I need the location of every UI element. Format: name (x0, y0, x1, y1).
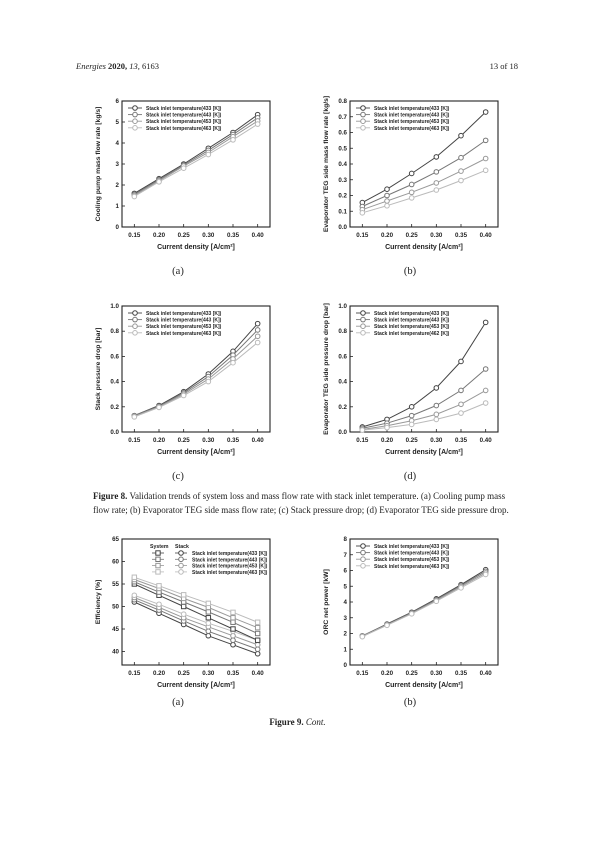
x-tick-label: 0.30 (202, 232, 215, 239)
legend-marker (133, 126, 138, 131)
series-line (134, 595, 257, 640)
legend-label: Stack inlet temperature(463 [K]) (146, 125, 222, 132)
y-tick-label: 1 (115, 203, 119, 210)
series-line (134, 598, 257, 645)
x-axis-label: Current density [A/cm²] (157, 682, 235, 689)
data-point (255, 638, 259, 642)
x-axis-label: Current density [A/cm²] (385, 244, 463, 251)
data-point (459, 155, 464, 160)
series-line (362, 159, 485, 210)
data-point (434, 188, 439, 193)
x-tick-label: 0.35 (226, 670, 240, 677)
data-point (255, 651, 260, 656)
y-tick-label: 0.0 (338, 224, 347, 231)
legend-marker (361, 317, 366, 322)
data-point (409, 612, 414, 617)
data-point (459, 133, 464, 138)
x-tick-label: 0.35 (454, 670, 468, 677)
series-line (362, 369, 485, 428)
data-point (434, 417, 439, 422)
y-tick-label: 0.4 (338, 161, 347, 168)
data-point (434, 155, 439, 160)
series-line (362, 403, 485, 430)
legend-marker (156, 570, 160, 574)
x-tick-label: 0.20 (152, 437, 166, 444)
legend-label: Stack inlet temperature(463 [K]) (192, 569, 268, 576)
data-point (231, 627, 235, 631)
x-tick-label: 0.15 (356, 437, 369, 444)
x-axis-label: Current density [A/cm²] (157, 244, 235, 251)
data-point (459, 169, 464, 174)
data-point (231, 616, 235, 620)
x-tick-label: 0.15 (356, 232, 369, 239)
data-point (434, 599, 439, 604)
legend-label: Stack inlet temperature(453 [K]) (374, 324, 450, 331)
y-tick-label: 8 (343, 536, 347, 543)
chart-svg (90, 533, 280, 703)
data-point (483, 367, 488, 372)
chart-fig9b (318, 533, 508, 703)
y-tick-label: 3 (115, 161, 119, 168)
data-point (459, 411, 464, 416)
series-line (134, 584, 257, 640)
data-point (157, 602, 162, 607)
panel-label-c: (c) (172, 471, 184, 482)
data-point (434, 181, 439, 186)
panel-label-d: (d) (403, 471, 417, 482)
series-line (362, 140, 485, 206)
x-axis-label: Current density [A/cm²] (157, 449, 235, 456)
y-tick-label: 60 (112, 558, 119, 566)
legend-marker (361, 126, 366, 131)
chart-svg (318, 95, 508, 265)
data-point (483, 138, 488, 143)
legend-marker (361, 112, 366, 117)
data-point (231, 638, 236, 643)
data-point (231, 633, 236, 638)
y-tick-label: 1 (343, 646, 347, 654)
x-tick-label: 0.15 (128, 437, 141, 444)
data-point (206, 601, 210, 605)
data-point (459, 388, 464, 393)
journal-volume: 13, (129, 61, 140, 71)
data-point (409, 413, 414, 418)
panel-label-9b: (b) (403, 697, 417, 708)
y-tick-label: 0.5 (338, 145, 347, 153)
figure9-caption-text: Cont. (305, 717, 326, 727)
x-tick-label: 0.20 (380, 232, 394, 239)
series-line (362, 390, 485, 429)
legend-marker (179, 551, 184, 556)
chart-fig9a (90, 533, 280, 703)
legend-label: Stack inlet temperature(453 [K]) (146, 119, 222, 126)
y-tick-label: 2 (115, 182, 119, 189)
x-tick-label: 0.30 (430, 232, 443, 239)
legend-label: Stack inlet temperature(453 [K]) (374, 119, 450, 126)
x-tick-label: 0.20 (380, 437, 394, 444)
y-tick-label: 0.6 (338, 353, 347, 361)
y-axis-label: Evaporator TEG side pressure drop [bar] (323, 303, 330, 435)
legend-label: Stack inlet temperature(433 [K]) (374, 311, 450, 317)
data-point (483, 110, 488, 115)
legend-label: Stack inlet temperature(433 [K]) (374, 544, 450, 550)
data-point (385, 193, 390, 198)
x-tick-label: 0.35 (454, 437, 468, 444)
x-tick-label: 0.40 (251, 232, 264, 239)
data-point (483, 320, 488, 325)
data-point (483, 572, 488, 577)
figure9-caption (0, 717, 595, 727)
y-tick-label: 0.1 (338, 208, 347, 216)
data-point (385, 187, 390, 192)
data-point (132, 575, 136, 579)
data-point (409, 422, 414, 427)
legend-marker (133, 119, 138, 124)
chart-svg (318, 533, 508, 703)
data-point (434, 170, 439, 175)
legend-marker (133, 106, 138, 111)
x-tick-label: 0.40 (479, 670, 492, 677)
legend-label: Stack inlet temperature(443 [K]) (374, 112, 450, 119)
legend-marker (361, 564, 366, 569)
data-point (181, 166, 186, 171)
data-point (360, 634, 365, 639)
chart-fig8a (90, 95, 280, 265)
data-point (206, 152, 211, 157)
data-point (255, 625, 259, 629)
legend-label: Stack inlet temperature(462 [K]) (374, 330, 450, 337)
data-point (255, 620, 259, 624)
data-point (255, 631, 259, 635)
legend-marker (361, 550, 366, 555)
y-tick-label: 0.4 (110, 378, 119, 386)
legend-marker (156, 563, 160, 567)
data-point (132, 194, 137, 199)
chart-svg (318, 300, 508, 470)
legend-marker (361, 324, 366, 329)
y-tick-label: 0.0 (338, 429, 347, 436)
data-point (255, 122, 260, 127)
x-tick-label: 0.25 (177, 670, 190, 677)
data-point (206, 633, 211, 638)
y-tick-label: 5 (115, 119, 119, 126)
data-point (483, 388, 488, 393)
x-tick-label: 0.20 (380, 670, 394, 677)
y-tick-label: 0.8 (338, 98, 347, 105)
y-tick-label: 50 (112, 603, 119, 611)
y-tick-label: 7 (343, 551, 347, 559)
y-tick-label: 1.0 (110, 303, 119, 310)
figure9-caption-title: Figure 9. (269, 717, 304, 727)
data-point (132, 415, 137, 420)
legend-header: Stack (175, 544, 189, 550)
y-tick-label: 6 (343, 567, 347, 575)
data-point (409, 196, 414, 201)
x-tick-label: 0.30 (202, 670, 215, 677)
data-point (255, 328, 260, 333)
series-line (134, 330, 257, 416)
y-tick-label: 3 (343, 614, 347, 622)
series-line (362, 570, 485, 636)
chart-svg (90, 95, 280, 265)
legend-label: Stack inlet temperature(463 [K]) (374, 125, 450, 132)
y-axis-label: Evaporator TEG side mass flow rate [kg/s] (323, 95, 330, 233)
y-tick-label: 0.8 (110, 328, 119, 336)
y-tick-label: 65 (112, 536, 119, 543)
legend-label: Stack inlet temperature(433 [K]) (146, 106, 222, 112)
legend-marker (361, 119, 366, 124)
data-point (231, 642, 236, 647)
y-axis-label: ORC net power [kW] (323, 569, 330, 635)
y-tick-label: 0.3 (338, 176, 347, 184)
y-tick-label: 0.2 (110, 403, 119, 411)
data-point (206, 610, 210, 614)
x-tick-label: 0.15 (128, 232, 141, 239)
x-tick-label: 0.30 (430, 437, 443, 444)
legend-marker (361, 311, 366, 316)
legend-label: Stack inlet temperature(463 [K]) (374, 563, 450, 570)
x-tick-label: 0.20 (152, 232, 166, 239)
y-axis-label: Cooling pump mass flow rate [kg/s] (95, 106, 102, 222)
x-tick-label: 0.25 (405, 437, 418, 444)
legend-marker (361, 544, 366, 549)
legend-label: Stack inlet temperature(463 [K]) (146, 330, 222, 337)
y-tick-label: 6 (115, 98, 119, 105)
data-point (181, 612, 186, 617)
y-tick-label: 5 (343, 583, 347, 591)
data-point (459, 402, 464, 407)
series-line (134, 324, 257, 416)
data-point (255, 321, 260, 326)
y-tick-label: 0 (115, 224, 119, 231)
series-line (362, 170, 485, 213)
legend-marker (133, 317, 138, 322)
panel-label-b: (b) (403, 266, 417, 277)
data-point (483, 156, 488, 161)
series-line (362, 322, 485, 427)
legend-label: Stack inlet temperature(433 [K]) (374, 106, 450, 112)
data-point (255, 642, 260, 647)
legend-marker (133, 324, 138, 329)
data-point (206, 616, 210, 620)
chart-fig8b (318, 95, 508, 265)
data-point (434, 386, 439, 391)
legend-marker (156, 557, 160, 561)
x-tick-label: 0.40 (251, 670, 264, 677)
y-tick-label: 1.0 (338, 303, 347, 310)
x-tick-label: 0.40 (479, 232, 492, 239)
data-point (385, 425, 390, 430)
chart-svg (90, 300, 280, 470)
x-tick-label: 0.35 (226, 232, 240, 239)
x-tick-label: 0.20 (152, 670, 166, 677)
legend-marker (133, 112, 138, 117)
series-line (134, 580, 257, 628)
data-point (231, 610, 235, 614)
y-tick-label: 0.6 (338, 129, 347, 137)
y-tick-label: 0.2 (338, 192, 347, 200)
x-tick-label: 0.30 (430, 670, 443, 677)
data-point (157, 584, 161, 588)
series-line (134, 602, 257, 654)
legend-marker (361, 106, 366, 111)
data-point (459, 586, 464, 591)
x-tick-label: 0.35 (226, 437, 240, 444)
data-point (255, 647, 260, 652)
y-tick-label: 4 (115, 140, 119, 147)
legend-label: Stack inlet temperature(433 [K]) (192, 551, 268, 557)
data-point (409, 405, 414, 410)
legend-label: Stack inlet temperature(443 [K]) (146, 317, 222, 324)
legend-marker (133, 331, 138, 336)
x-tick-label: 0.25 (177, 232, 190, 239)
data-point (434, 412, 439, 417)
y-tick-label: 0.2 (338, 403, 347, 411)
x-tick-label: 0.15 (128, 670, 141, 677)
data-point (360, 211, 365, 216)
legend-marker (133, 311, 138, 316)
legend-marker (361, 557, 366, 562)
x-axis-label: Current density [A/cm²] (385, 449, 463, 456)
x-axis-label: Current density [A/cm²] (385, 682, 463, 689)
legend-label: Stack inlet temperature(453 [K]) (192, 563, 268, 570)
journal-year: 2020, (108, 61, 128, 71)
data-point (132, 593, 137, 598)
data-point (157, 405, 162, 410)
legend-marker (156, 551, 160, 555)
x-tick-label: 0.40 (479, 437, 492, 444)
legend-marker (179, 570, 184, 575)
legend-header: System (150, 544, 169, 550)
data-point (459, 359, 464, 364)
legend-marker (361, 331, 366, 336)
panel-label-a: (a) (172, 266, 184, 277)
chart-fig8c (90, 300, 280, 470)
data-point (483, 168, 488, 173)
data-point (231, 620, 235, 624)
x-tick-label: 0.30 (202, 437, 215, 444)
y-axis-label: Efficiency [%] (95, 579, 102, 625)
x-tick-label: 0.25 (177, 437, 190, 444)
y-axis-label: Stack pressure drop [bar] (95, 327, 102, 411)
data-point (206, 629, 211, 634)
legend-label: Stack inlet temperature(453 [K]) (374, 557, 450, 564)
journal-name: Energies (76, 61, 106, 71)
data-point (255, 340, 260, 345)
legend-label: Stack inlet temperature(443 [K]) (374, 317, 450, 324)
legend-label: Stack inlet temperature(443 [K]) (192, 557, 268, 564)
y-tick-label: 2 (343, 630, 347, 638)
chart-fig8d (318, 300, 508, 470)
y-tick-label: 0.8 (338, 328, 347, 336)
y-tick-label: 0 (343, 662, 347, 669)
y-tick-label: 45 (112, 626, 119, 633)
figure8-caption-text: Validation trends of system loss and mass flow rate with stack inlet temperature. (a) Cooling pump mass flow rate; (b) Evaporator TEG side mass flow rate; (c) Stack pressure drop; (d) Evaporator TEG side pressure drop. (93, 491, 509, 515)
data-point (385, 199, 390, 204)
series-line (134, 124, 257, 196)
data-point (231, 138, 236, 143)
data-point (231, 360, 236, 365)
legend-label: Stack inlet temperature(433 [K]) (146, 311, 222, 317)
data-point (385, 203, 390, 208)
legend-marker (179, 563, 184, 568)
data-point (206, 621, 211, 626)
legend-label: Stack inlet temperature(443 [K]) (374, 550, 450, 557)
y-tick-label: 0.7 (338, 113, 347, 121)
y-tick-label: 4 (343, 599, 347, 606)
y-tick-label: 0.4 (338, 378, 347, 386)
figure8-caption-title: Figure 8. (93, 491, 128, 501)
data-point (409, 182, 414, 187)
data-point (157, 180, 162, 185)
data-point (409, 171, 414, 176)
legend-marker (179, 557, 184, 562)
data-point (360, 428, 365, 433)
data-point (181, 393, 186, 398)
article-number: 6163 (142, 61, 160, 71)
x-tick-label: 0.15 (356, 670, 369, 677)
page-number: 13 of 18 (489, 61, 518, 71)
data-point (206, 379, 211, 384)
panel-label-9a: (a) (172, 697, 184, 708)
y-tick-label: 55 (112, 581, 119, 588)
x-tick-label: 0.25 (405, 232, 418, 239)
data-point (181, 593, 185, 597)
data-point (434, 403, 439, 408)
data-point (181, 604, 185, 608)
data-point (483, 401, 488, 406)
data-point (385, 623, 390, 628)
x-tick-label: 0.35 (454, 232, 468, 239)
y-tick-label: 0.6 (110, 353, 119, 361)
x-tick-label: 0.40 (251, 437, 264, 444)
legend-label: Stack inlet temperature(453 [K]) (146, 324, 222, 331)
y-tick-label: 0.0 (110, 429, 119, 436)
data-point (409, 190, 414, 195)
figure8-caption (93, 490, 515, 517)
y-tick-label: 40 (112, 648, 119, 656)
data-point (255, 334, 260, 339)
series-line (134, 577, 257, 622)
running-header (76, 61, 159, 71)
legend-label: Stack inlet temperature(443 [K]) (146, 112, 222, 119)
x-tick-label: 0.25 (405, 670, 418, 677)
data-point (459, 178, 464, 183)
